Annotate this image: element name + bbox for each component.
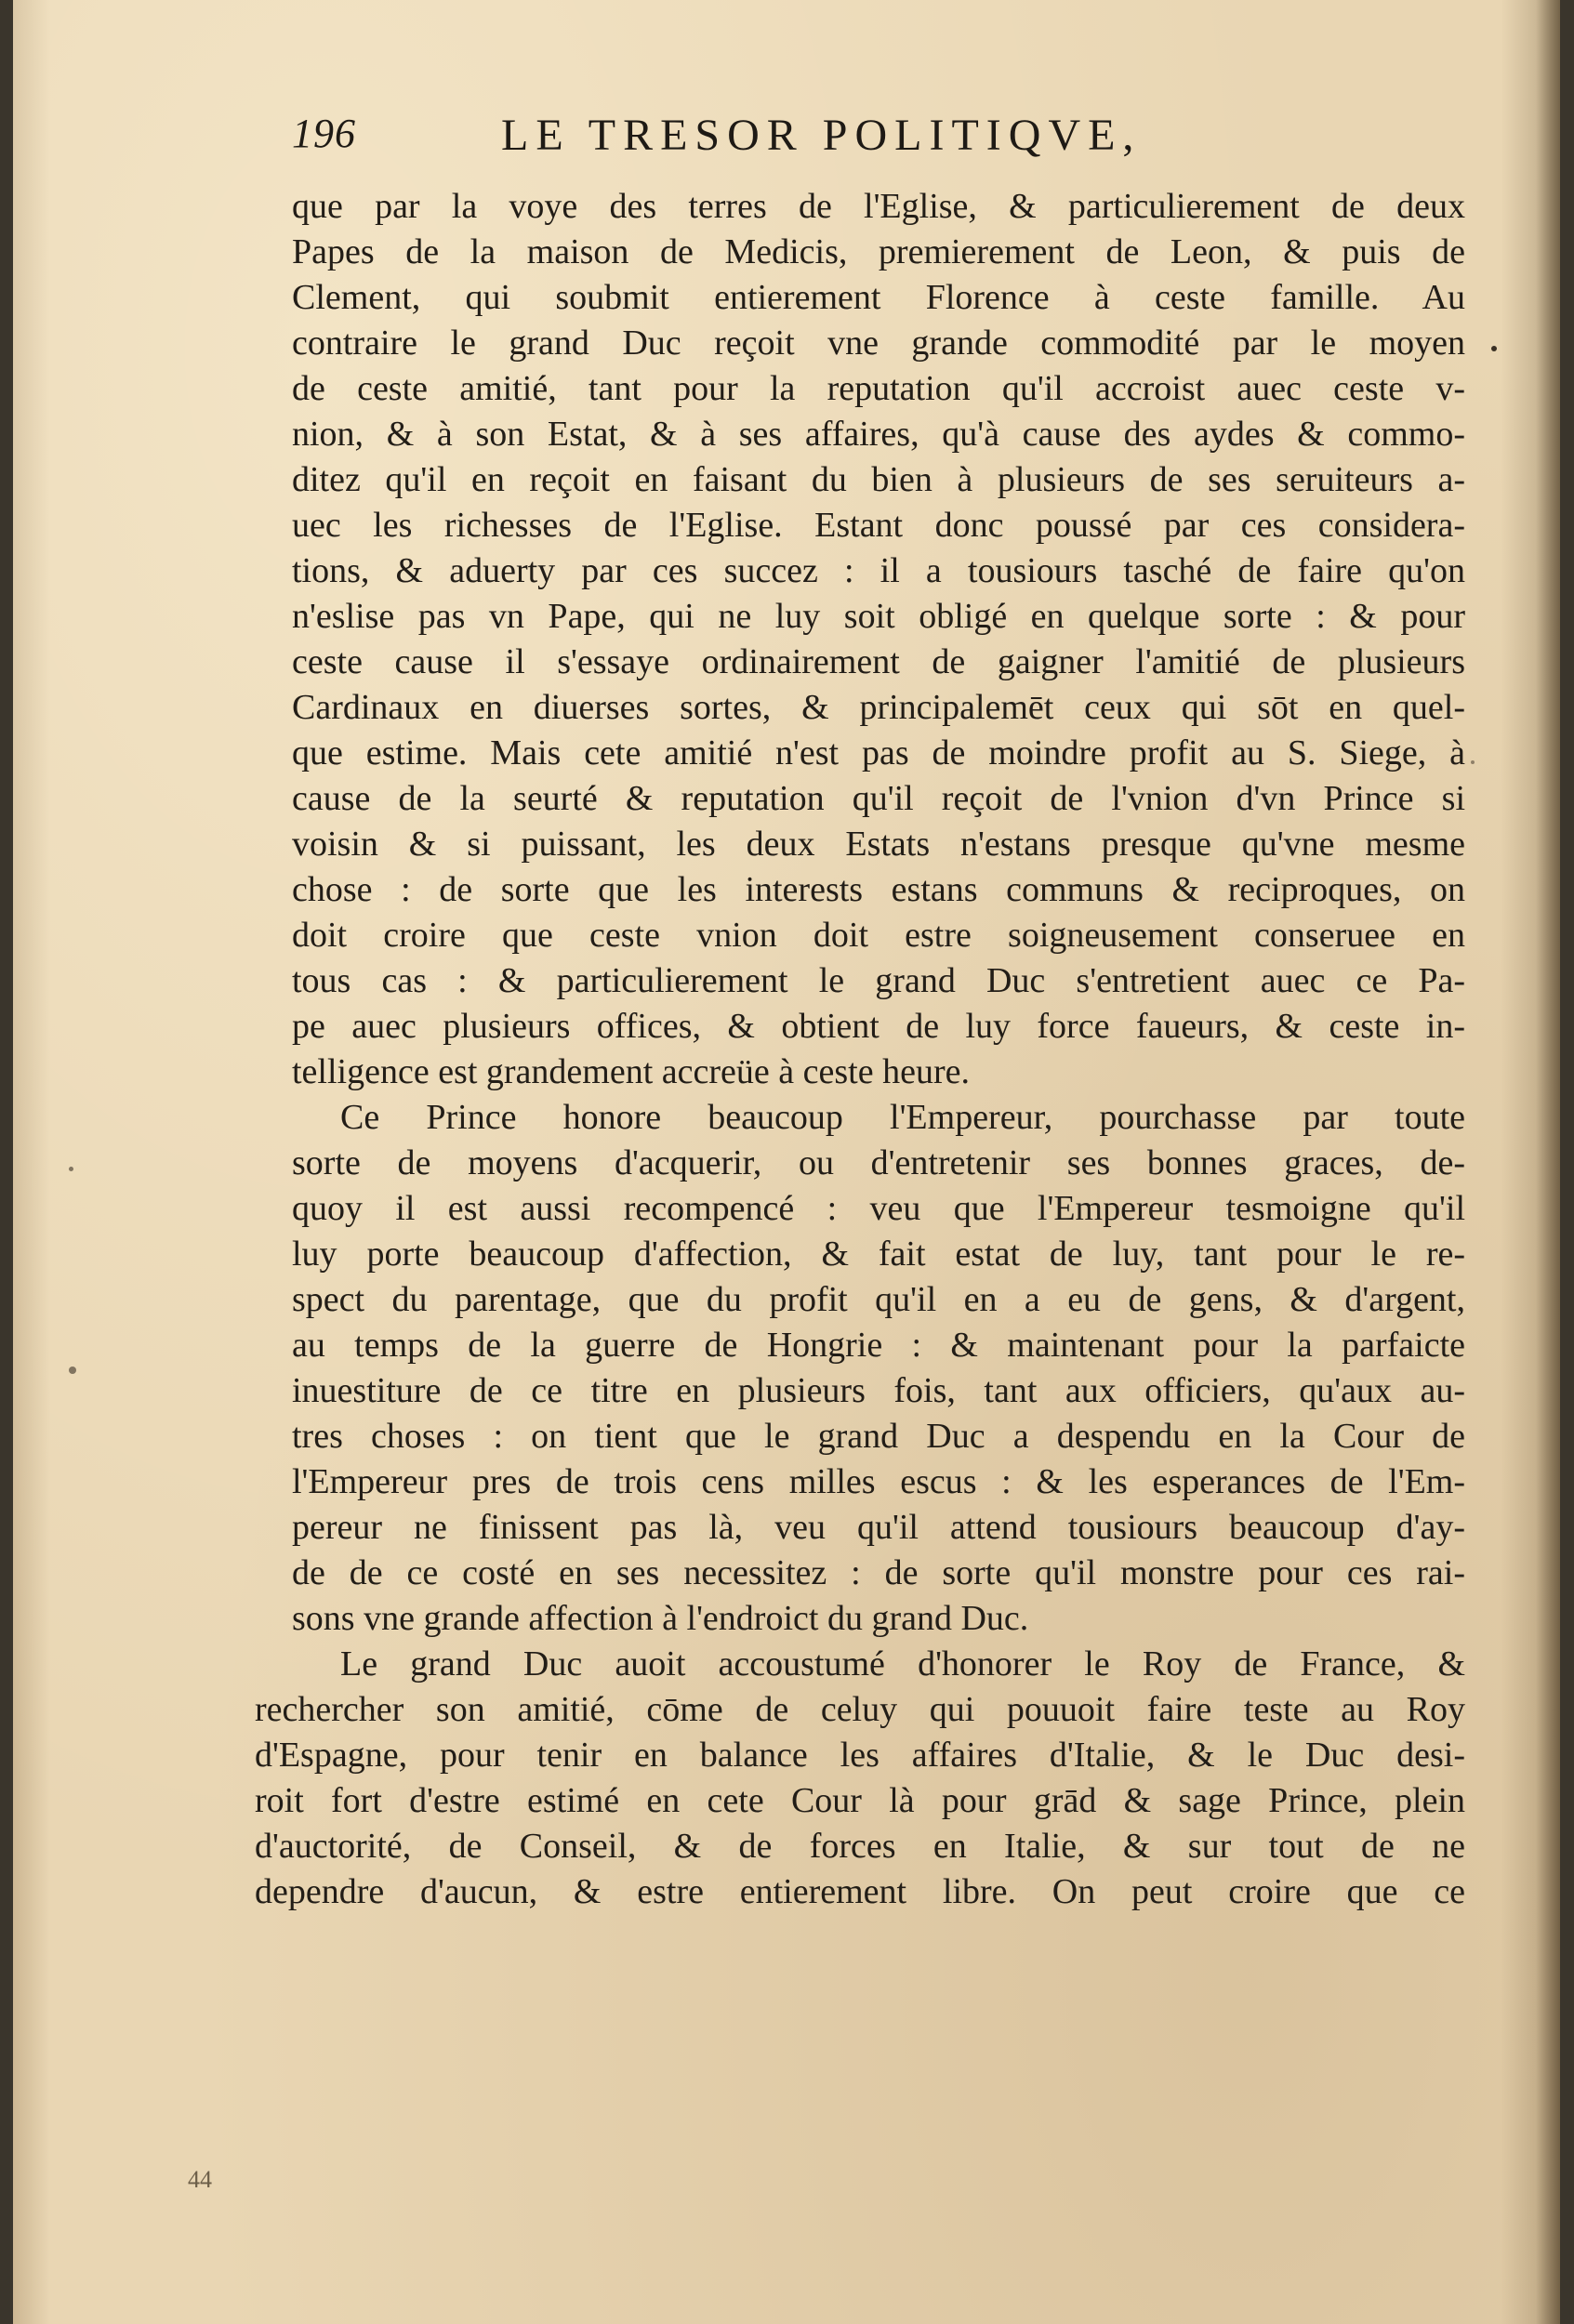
text-line: luy porte beaucoup d'affection, & fait estat de luy, tant pour le re- <box>292 1235 1465 1274</box>
text-line: roit fort d'estre estimé en cete Cour là pour grād & sage Prince, plein <box>255 1781 1465 1820</box>
text-line: tous cas : & particulierement le grand Duc s'entretient auec ce Pa- <box>292 961 1465 1000</box>
text-line: contraire le grand Duc reçoit vne grande commodité par le moyen <box>292 324 1465 363</box>
text-line: telligence est grandement accreüe à ceste heure. <box>292 1052 970 1091</box>
text-line: au temps de la guerre de Hongrie : & maintenant pour la parfaicte <box>292 1326 1465 1365</box>
text-line: ditez qu'il en reçoit en faisant du bien à plusieurs de ses seruiteurs a- <box>292 460 1465 499</box>
running-title: LE TRESOR POLITIQVE, <box>501 111 1142 160</box>
text-line: Papes de la maison de Medicis, premierement de Leon, & puis de <box>292 232 1465 271</box>
book-page <box>13 0 1560 2324</box>
text-line: Clement, qui soubmit entierement Florence à ceste famille. Au <box>292 278 1465 317</box>
text-line: inuestiture de ce titre en plusieurs fois, tant aux officiers, qu'aux au- <box>292 1371 1465 1410</box>
ink-speck <box>1471 760 1475 764</box>
text-line: cause de la seurté & reputation qu'il reçoit de l'vnion d'vn Prince si <box>292 779 1465 818</box>
text-line: l'Empereur pres de trois cens milles escus : & les esperances de l'Em- <box>292 1462 1465 1501</box>
text-line: spect du parentage, que du profit qu'il en a eu de gens, & d'argent, <box>292 1280 1465 1319</box>
ink-speck <box>69 1367 76 1374</box>
text-line: voisin & si puissant, les deux Estats n'estans presque qu'vne mesme <box>292 825 1465 864</box>
text-line: quoy il est aussi recompencé : veu que l'Empereur tesmoigne qu'il <box>292 1189 1465 1228</box>
text-line: tions, & aduerty par ces succez : il a tousiours tasché de faire qu'on <box>292 551 1465 590</box>
text-line: n'eslise pas vn Pape, qui ne luy soit obligé en quelque sorte : & pour <box>292 597 1465 636</box>
text-line: que estime. Mais cete amitié n'est pas de moindre profit au S. Siege, à <box>292 733 1465 772</box>
ink-speck <box>69 1167 73 1171</box>
text-line: Cardinaux en diuerses sortes, & principalemēt ceux qui sōt en quel- <box>292 688 1465 727</box>
text-line: ceste cause il s'essaye ordinairement de gaigner l'amitié de plusieurs <box>292 642 1465 681</box>
text-line: doit croire que ceste vnion doit estre soigneusement conseruee en <box>292 916 1465 955</box>
page-corner-mark: 44 <box>188 2166 212 2193</box>
text-line: chose : de sorte que les interests estans communs & reciproques, on <box>292 870 1465 909</box>
text-line: pereur ne finissent pas là, veu qu'il attend tousiours beaucoup d'ay- <box>292 1508 1465 1547</box>
text-line: sons vne grande affection à l'endroict du grand Duc. <box>292 1599 1029 1638</box>
text-line: de ceste amitié, tant pour la reputation qu'il accroist auec ceste v- <box>292 369 1465 408</box>
text-line: que par la voye des terres de l'Eglise, & particulierement de deux <box>292 187 1465 226</box>
text-line: uec les richesses de l'Eglise. Estant donc poussé par ces considera- <box>292 506 1465 545</box>
page-edge-shadow <box>1536 0 1560 2324</box>
paragraph-start-line: Le grand Duc auoit accoustumé d'honorer le Roy de France, & <box>340 1644 1465 1684</box>
text-line: nion, & à son Estat, & à ses affaires, qu'à cause des aydes & commo- <box>292 415 1465 454</box>
text-line: d'auctorité, de Conseil, & de forces en Italie, & sur tout de ne <box>255 1827 1465 1866</box>
page-number: 196 <box>292 111 356 156</box>
text-line: sorte de moyens d'acquerir, ou d'entretenir ses bonnes graces, de- <box>292 1143 1465 1182</box>
body-text <box>255 184 1465 1915</box>
text-line: rechercher son amitié, cōme de celuy qui pouuoit faire teste au Roy <box>255 1690 1465 1729</box>
ink-speck <box>1491 346 1497 351</box>
paragraph-start-line: Ce Prince honore beaucoup l'Empereur, pourchasse par toute <box>340 1098 1465 1137</box>
text-line: d'Espagne, pour tenir en balance les affaires d'Italie, & le Duc desi- <box>255 1736 1465 1775</box>
text-line: tres choses : on tient que le grand Duc a despendu en la Cour de <box>292 1417 1465 1456</box>
text-line: dependre d'aucun, & estre entierement libre. On peut croire que ce <box>255 1872 1465 1911</box>
page-header <box>292 104 1277 178</box>
text-line: de de ce costé en ses necessitez : de sorte qu'il monstre pour ces rai- <box>292 1553 1465 1592</box>
text-line: pe auec plusieurs offices, & obtient de luy force faueurs, & ceste in- <box>292 1007 1465 1046</box>
